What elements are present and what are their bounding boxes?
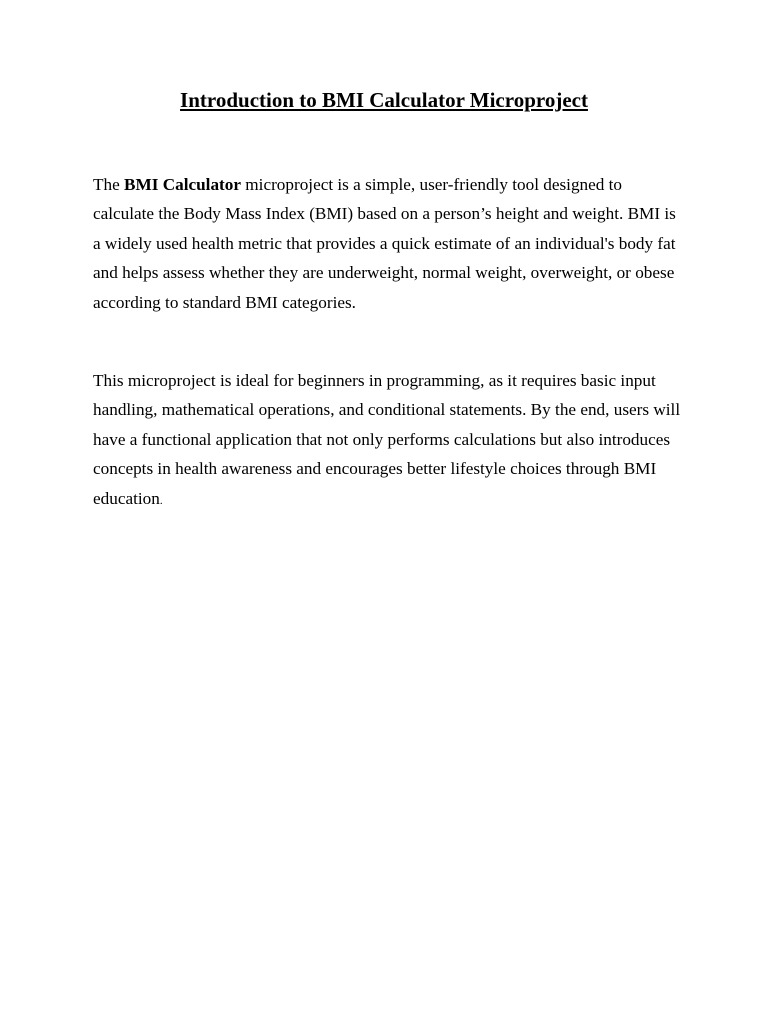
document-title: Introduction to BMI Calculator Microproject — [180, 88, 588, 112]
beginner-body-text: This microproject is ideal for beginners in programming, as it requires basic input handling, mathematical operations, and conditional statements. By the end, users will have a functional application that not only performs calculations but also introduces concepts in health awareness and encourages better lifestyle choices through BMI education — [93, 371, 681, 508]
intro-body-text: microproject is a simple, user-friendly tool designed to calculate the Body Mass Index (BMI) based on a person’s height and weight. BMI is a widely used health metric that provides a quick estimate of an individual's body fat and helps assess whether they are underweight, normal weight, overweight, or obese according to standard BMI categories. — [93, 175, 676, 312]
intro-paragraph — [93, 170, 683, 317]
beginner-period: . — [159, 494, 163, 507]
intro-bold-term: BMI Calculator — [124, 175, 241, 194]
beginner-paragraph — [93, 366, 683, 516]
intro-lead-text: The — [93, 175, 125, 194]
